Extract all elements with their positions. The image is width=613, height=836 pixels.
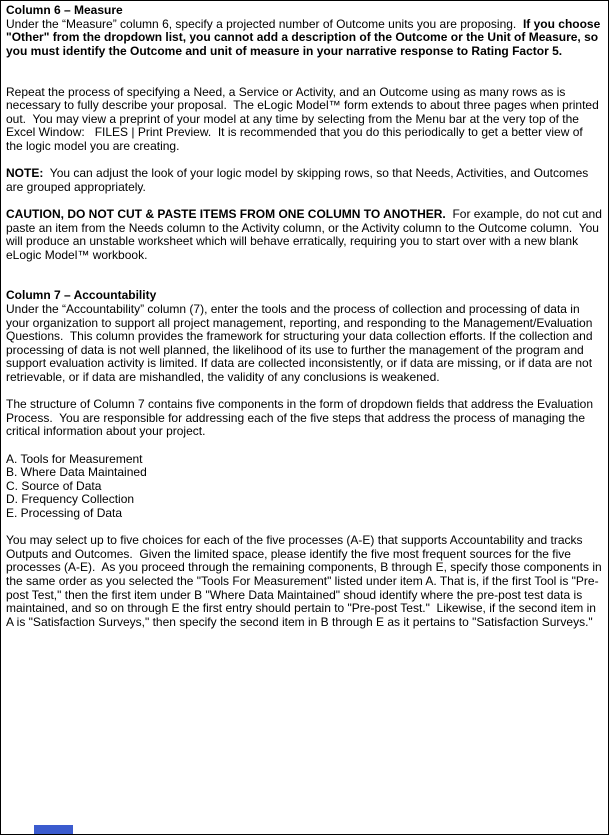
text-run: You may select up to five choices for each of the five processes (A-E) that supports Accountability and tracks Outputs and Outcomes. Given the limited space, please identify the five most frequent sources for the five processes (A-E). As you proceed through the remaining components, B through E, specify those components in the same order as you selected the "Tools For Measurement" listed under item A. That is, if the first Tool is "Pre-post Test," then the first item under B "Where Data Maintained" shoud identify where the pre-post test data is maintained, and so on through E the first entry should pertain to "Pre-post Test." Likewise, if the second item in A is "Satisfaction Surveys," then specify the second item in B through E as it pertains to "Satisfaction Surveys." (6, 533, 606, 629)
text-run: For example, do not cut and paste an item from the Needs column to the Activity column, or the Activity column to the Outcome column. You will produce an unstable worksheet which will behave erratically, requiring you to start over with a new blank eLogic Model™ workbook. (6, 206, 606, 262)
section-heading-column6: Column 6 – Measure (6, 3, 123, 17)
text-run: Under the “Accountability” column (7), enter the tools and the process of collection and processing of data in your organization to support all project management, reporting, and responding to the Management/Evaluation Questions. This column provides the framework for structuring your data collection efforts. If the collection and processing of data is not well planned, the likelihood of its use to further the management of the program and support evaluation activity is limited. If data are collected inconsistently, or if data are missing, or if data are not retrievable, or if data are mishandled, the validity of any conclusions is weakened. (6, 302, 596, 385)
document-content (1, 1, 608, 629)
list-item-tools-for-measurement: A. Tools for Measurement (6, 451, 143, 466)
list-item-where-data-maintained: B. Where Data Maintained (6, 465, 147, 480)
section-column6-measure (6, 4, 602, 58)
note-label: NOTE: (6, 166, 44, 181)
bottom-left-blue-mark (34, 825, 73, 834)
text-run: The structure of Column 7 contains five components in the form of dropdown fields that address the Evaluation Process. You are responsible for addressing each of the five steps that address the process of managing the critical information about your project. (6, 397, 597, 439)
caution-label: CAUTION, DO NOT CUT & PASTE ITEMS FROM ONE COLUMN TO ANOTHER. (6, 206, 446, 221)
paragraph-repeat-process (6, 86, 602, 154)
text-run-bold: If you choose "Other" from the dropdown list, you cannot add a description of the Outcome or the Unit of Measure, so you must identify the Outcome and unit of measure in your narrative response to Rating Factor 5. (6, 16, 604, 58)
list-item-source-of-data: C. Source of Data (6, 478, 102, 493)
paragraph-caution (6, 206, 606, 262)
paragraph-column7-structure (6, 398, 602, 439)
paragraph-accountability-body (6, 303, 602, 385)
section-heading-column7: Column 7 – Accountability (6, 288, 157, 303)
components-list (6, 453, 602, 521)
list-item-frequency-collection: D. Frequency Collection (6, 492, 135, 507)
list-item-processing-of-data: E. Processing of Data (6, 505, 123, 520)
text-run: Repeat the process of specifying a Need, a Service or Activity, and an Outcome using as many rows as is necessary to fully describe your proposal. The eLogic Model™ form extends to about three pages when printed out. You may view a preprint of your model at any time by selecting from the Menu bar at the very top of the Excel Window: FILES | Print Preview. It is recommended that you do this periodically to get a better view of the logic model you are creating. (6, 84, 603, 153)
paragraph-selection-instructions (6, 533, 606, 629)
text-run: Under the “Measure” column 6, specify a projected number of Outcome units you are proposing. (6, 16, 523, 31)
text-run: You can adjust the look of your logic model by skipping rows, so that Needs, Activities, and Outcomes are grouped appropriately. (6, 166, 592, 194)
paragraph-note (6, 167, 602, 194)
paragraph-measure-body (6, 18, 602, 59)
section-column7-accountability (6, 289, 602, 384)
